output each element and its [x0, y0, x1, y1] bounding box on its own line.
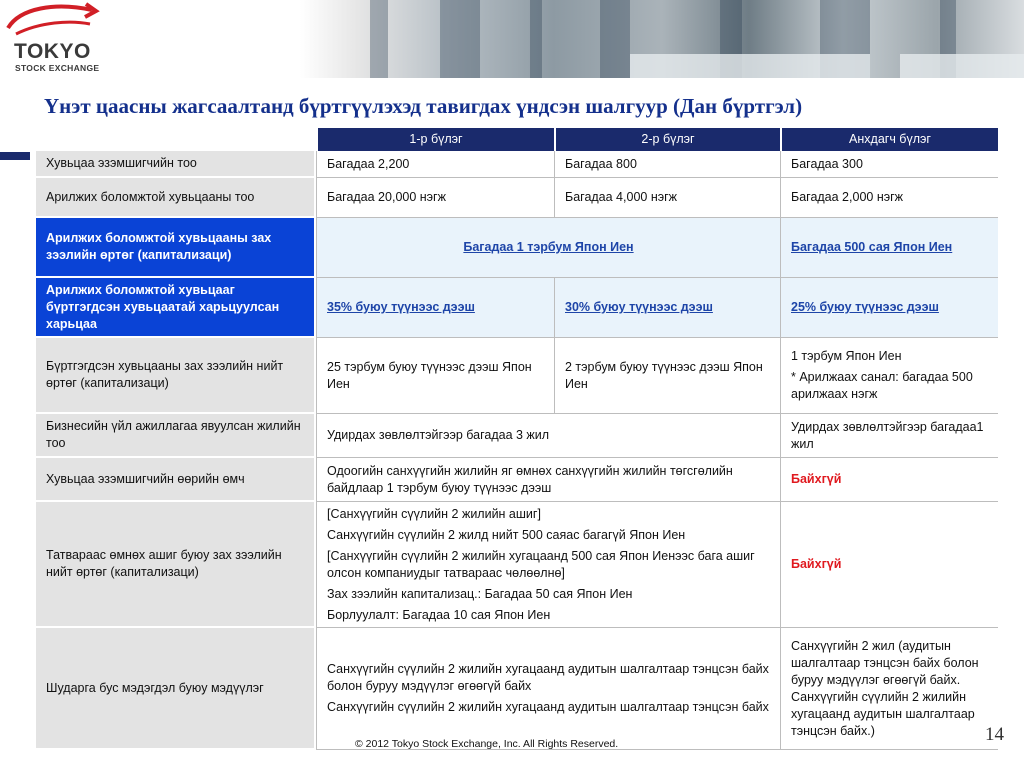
cell-line: 1 тэрбум Япон Иен	[791, 349, 902, 363]
page-title: Үнэт цаасны жагсаалтанд бүртгүүлэхэд тавигдах үндсэн шалгуур (Дан бүртгэл)	[44, 94, 803, 118]
cell-line: [Санхүүгийн сүүлийн 2 жилийн ашиг]	[327, 506, 541, 521]
row-label: Татвараас өмнөх ашиг буюу зах зээлийн нийт өртөг (капитализаци)	[36, 502, 316, 628]
row-label: Бизнесийн үйл ажиллагаа явуулсан жилийн тоо	[36, 414, 316, 458]
table-row	[36, 414, 998, 458]
cell-value-highlight: Багадаа 500 сая Япон Иен	[780, 218, 998, 278]
cell-value: 2 тэрбум буюу түүнээс дээш Япон Иен	[554, 338, 780, 414]
cell-value: Санхүүгийн 2 жил (аудитын шалгалтаар тэнцсэн байх болон буруу мэдүүлэг өгөөгүй байх. Санхүүгийн сүүлийн 2 жилийн хугацаанд аудитын шалгалтаар тэнцсэн байх.)	[780, 628, 998, 750]
table-row	[36, 338, 998, 414]
cell-value-highlight: 30% буюу түүнээс дээш	[554, 278, 780, 338]
trading-floor-banner	[300, 0, 1024, 78]
header-blank-cell	[36, 128, 316, 151]
cell-value-none: Байхгүй	[780, 502, 998, 628]
cell-value-none: Байхгүй	[780, 458, 998, 502]
row-label: Хувьцаа эзэмшигчийн өөрийн өмч	[36, 458, 316, 502]
table-row	[36, 628, 998, 750]
accent-bar	[0, 152, 30, 160]
logo-subtext: STOCK EXCHANGE	[15, 63, 100, 73]
cell-line: Санхүүгийн сүүлийн 2 жилд нийт 500 саяас багагүй Япон Иен	[327, 527, 686, 542]
logo-text: TOKYO	[14, 40, 91, 63]
cell-value	[780, 338, 998, 414]
cell-value: Багадаа 20,000 нэгж	[316, 178, 554, 218]
cell-value	[316, 502, 780, 628]
table-row	[36, 502, 998, 628]
row-label: Бүртгэгдсэн хувьцааны зах зээлийн нийт өртөг (капитализаци)	[36, 338, 316, 414]
cell-value: Багадаа 300	[780, 151, 998, 178]
cell-value: Багадаа 2,200	[316, 151, 554, 178]
cell-line: Борлуулалт: Багадаа 10 сая Япон Иен	[327, 607, 551, 622]
page-number: 14	[985, 724, 1004, 745]
cell-value: Багадаа 2,000 нэгж	[780, 178, 998, 218]
column-header: 2-р бүлэг	[554, 128, 780, 151]
row-label: Шударга бус мэдэгдэл буюу мэдүүлэг	[36, 628, 316, 750]
column-header: 1-р бүлэг	[316, 128, 554, 151]
table-header-row	[36, 128, 998, 151]
table-row	[36, 278, 998, 338]
row-label-highlight: Арилжих боломжтой хувьцааны зах зээлийн өртөг (капитализаци)	[36, 218, 316, 278]
cell-line: Санхүүгийн сүүлийн 2 жилийн хугацаанд аудитын шалгалтаар тэнцсэн байх болон буруу мэдүүлэг өгөөгүй байх	[327, 662, 769, 693]
row-label: Арилжих боломжтой хувьцааны тоо	[36, 178, 316, 218]
cell-value	[316, 628, 780, 750]
cell-value: Багадаа 4,000 нэгж	[554, 178, 780, 218]
table-row	[36, 458, 998, 502]
cell-value: Удирдах зөвлөлтэйгээр багадаа1 жил	[780, 414, 998, 458]
tse-logo	[0, 0, 110, 80]
cell-value: Одоогийн санхүүгийн жилийн яг өмнөх санхүүгийн жилийн төгсгөлийн байдлаар 1 тэрбум буюу түүнээс дээш	[316, 458, 780, 502]
cell-value: 25 тэрбум буюу түүнээс дээш Япон Иен	[316, 338, 554, 414]
cell-value: Удирдах зөвлөлтэйгээр багадаа 3 жил	[316, 414, 780, 458]
table-row	[36, 151, 998, 178]
cell-line: Санхүүгийн сүүлийн 2 жилийн хугацаанд аудитын шалгалтаар тэнцсэн байх	[327, 700, 769, 714]
cell-line: * Арилжаах санал: багадаа 500 арилжаах нэгж	[791, 370, 973, 401]
row-label: Хувьцаа эзэмшигчийн тоо	[36, 151, 316, 178]
cell-value-highlight: 25% буюу түүнээс дээш	[780, 278, 998, 338]
criteria-table	[36, 128, 998, 750]
cell-value-highlight: 35% буюу түүнээс дээш	[316, 278, 554, 338]
logo-arrow-icon	[0, 0, 110, 40]
cell-value-highlight: Багадаа 1 тэрбум Япон Иен	[316, 218, 780, 278]
column-header: Анхдагч бүлэг	[780, 128, 998, 151]
copyright-text: © 2012 Tokyo Stock Exchange, Inc. All Rights Reserved.	[355, 738, 619, 750]
row-label-highlight: Арилжих боломжтой хувьцааг бүртгэгдсэн хувьцаатай харьцуулсан харьцаа	[36, 278, 316, 338]
cell-line: [Санхүүгийн сүүлийн 2 жилийн хугацаанд 500 сая Япон Иенээс бага ашиг олсон компаниудыг татвараас чөлөөлнө]	[327, 548, 755, 580]
cell-value: Багадаа 800	[554, 151, 780, 178]
cell-line: Зах зээлийн капитализац.: Багадаа 50 сая Япон Иен	[327, 586, 633, 601]
table-row	[36, 218, 998, 278]
table-row	[36, 178, 998, 218]
